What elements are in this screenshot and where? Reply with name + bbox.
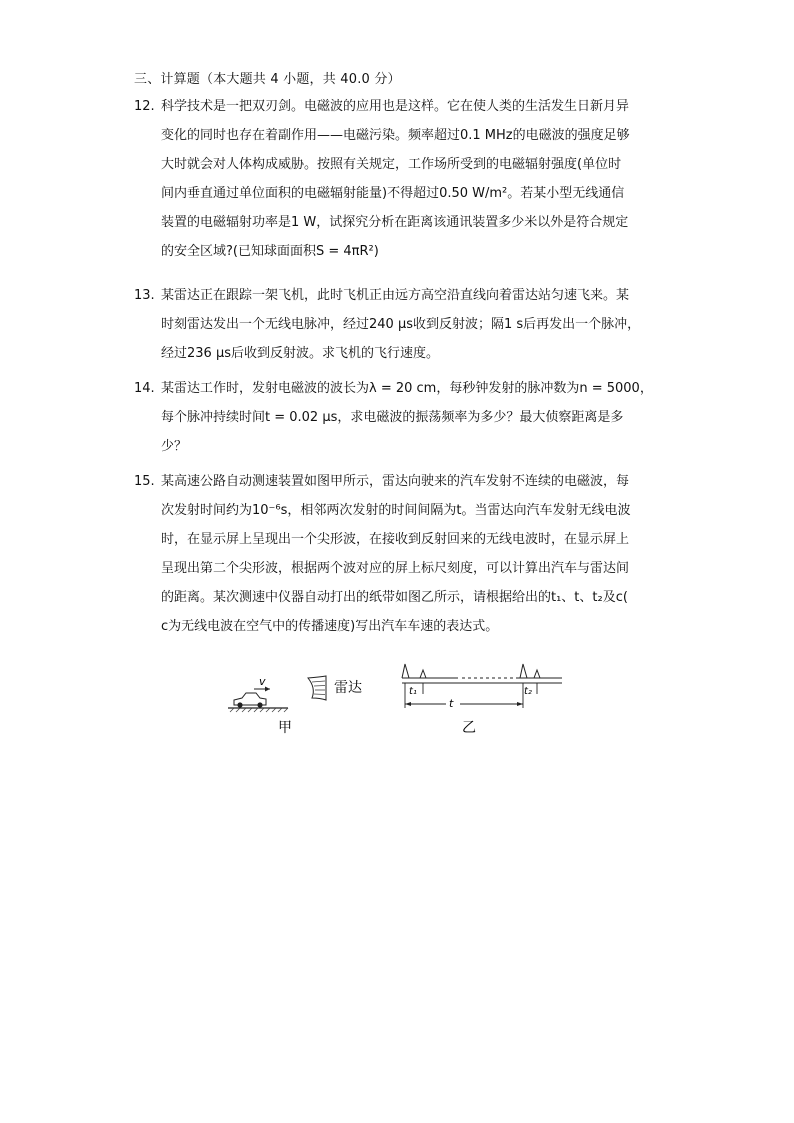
question-number: 12. — [134, 99, 155, 114]
question-text-line: 大时就会对人体构成威胁。按照有关规定，工作场所受到的电磁辐射强度(单位时 — [161, 157, 622, 172]
velocity-label: v — [259, 675, 266, 688]
figure-radar-speed — [226, 648, 586, 736]
question-text-line: 某雷达工作时，发射电磁波的波长为λ = 20 cm，每秒钟发射的脉冲数为n = 5000， — [161, 381, 653, 396]
car-icon — [234, 693, 266, 708]
caption-a: 甲 — [278, 720, 292, 736]
question-text-line: 间内垂直通过单位面积的电磁辐射能量)不得超过0.50 W/m²。若某小型无线通信 — [161, 186, 625, 201]
question-text-line: 经过236 μs后收到反射波。求飞机的飞行速度。 — [161, 346, 439, 361]
question-text-line: 呈现出第二个尖形波，根据两个波对应的屏上标尺刻度，可以计算出汽车与雷达间 — [161, 561, 630, 576]
question-text-line: 的距离。某次测速中仪器自动打出的纸带如图乙所示，请根据给出的t₁、t、t₂及c( — [161, 590, 628, 605]
figure-b — [402, 664, 562, 736]
question-13 — [134, 281, 674, 368]
question-12 — [134, 92, 674, 266]
arrowhead-icon — [405, 702, 411, 706]
question-text-line: 装置的电磁辐射功率是1 W，试探究分析在距离该通讯装置多少米以外是符合规定 — [161, 215, 629, 230]
question-number: 15. — [134, 474, 155, 489]
question-text-line: 某雷达正在跟踪一架飞机，此时飞机正由远方高空沿直线向着雷达站匀速飞来。某 — [161, 288, 630, 303]
question-text-line: 的安全区域?(已知球面面积S = 4πR²) — [161, 244, 379, 259]
radar-label: 雷达 — [334, 680, 362, 696]
question-text-line: c为无线电波在空气中的传播速度)写出汽车车速的表达式。 — [161, 619, 499, 634]
t1-label: t₁ — [409, 686, 417, 697]
question-text-line: 次发射时间约为10⁻⁶s，相邻两次发射的时间间隔为t。当雷达向汽车发射无线电波 — [161, 503, 631, 518]
arrowhead-icon — [517, 702, 523, 706]
question-text-line: 变化的同时也存在着副作用——电磁污染。频率超过0.1 MHz的电磁波的强度足够 — [161, 128, 630, 143]
pulse-echo-1 — [420, 670, 426, 678]
question-text-line: 时，在显示屏上呈现出一个尖形波，在接收到反射回来的无线电波时，在显示屏上 — [161, 532, 630, 547]
radar-icon — [308, 676, 326, 700]
pulse-emit-1 — [402, 664, 409, 678]
arrowhead-icon — [265, 687, 270, 692]
t2-label: t₂ — [524, 686, 532, 697]
question-text-line: 时刻雷达发出一个无线电脉冲，经过240 μs收到反射波；隔1 s后再发出一个脉冲， — [161, 317, 641, 332]
section-title: 三、计算题（本大题共 4 小题，共 40.0 分） — [134, 72, 401, 87]
pulse-echo-2 — [534, 670, 540, 678]
question-text-line: 少？ — [161, 439, 188, 454]
question-number: 14. — [134, 381, 155, 396]
question-number: 13. — [134, 288, 155, 303]
figure-svg — [226, 648, 586, 736]
question-text-line: 某高速公路自动测速装置如图甲所示，雷达向驶来的汽车发射不连续的电磁波，每 — [161, 474, 630, 489]
question-15 — [134, 467, 674, 641]
question-text-line: 科学技术是一把双刃剑。电磁波的应用也是这样。它在使人类的生活发生日新月异 — [161, 99, 630, 114]
caption-b: 乙 — [462, 720, 476, 736]
figure-a — [228, 675, 362, 736]
pulse-emit-2 — [520, 664, 527, 678]
question-text-line: 每个脉冲持续时间t = 0.02 μs，求电磁波的振荡频率为多少？最大侦察距离是多 — [161, 410, 624, 425]
question-14 — [134, 374, 674, 461]
t-label: t — [449, 697, 454, 710]
